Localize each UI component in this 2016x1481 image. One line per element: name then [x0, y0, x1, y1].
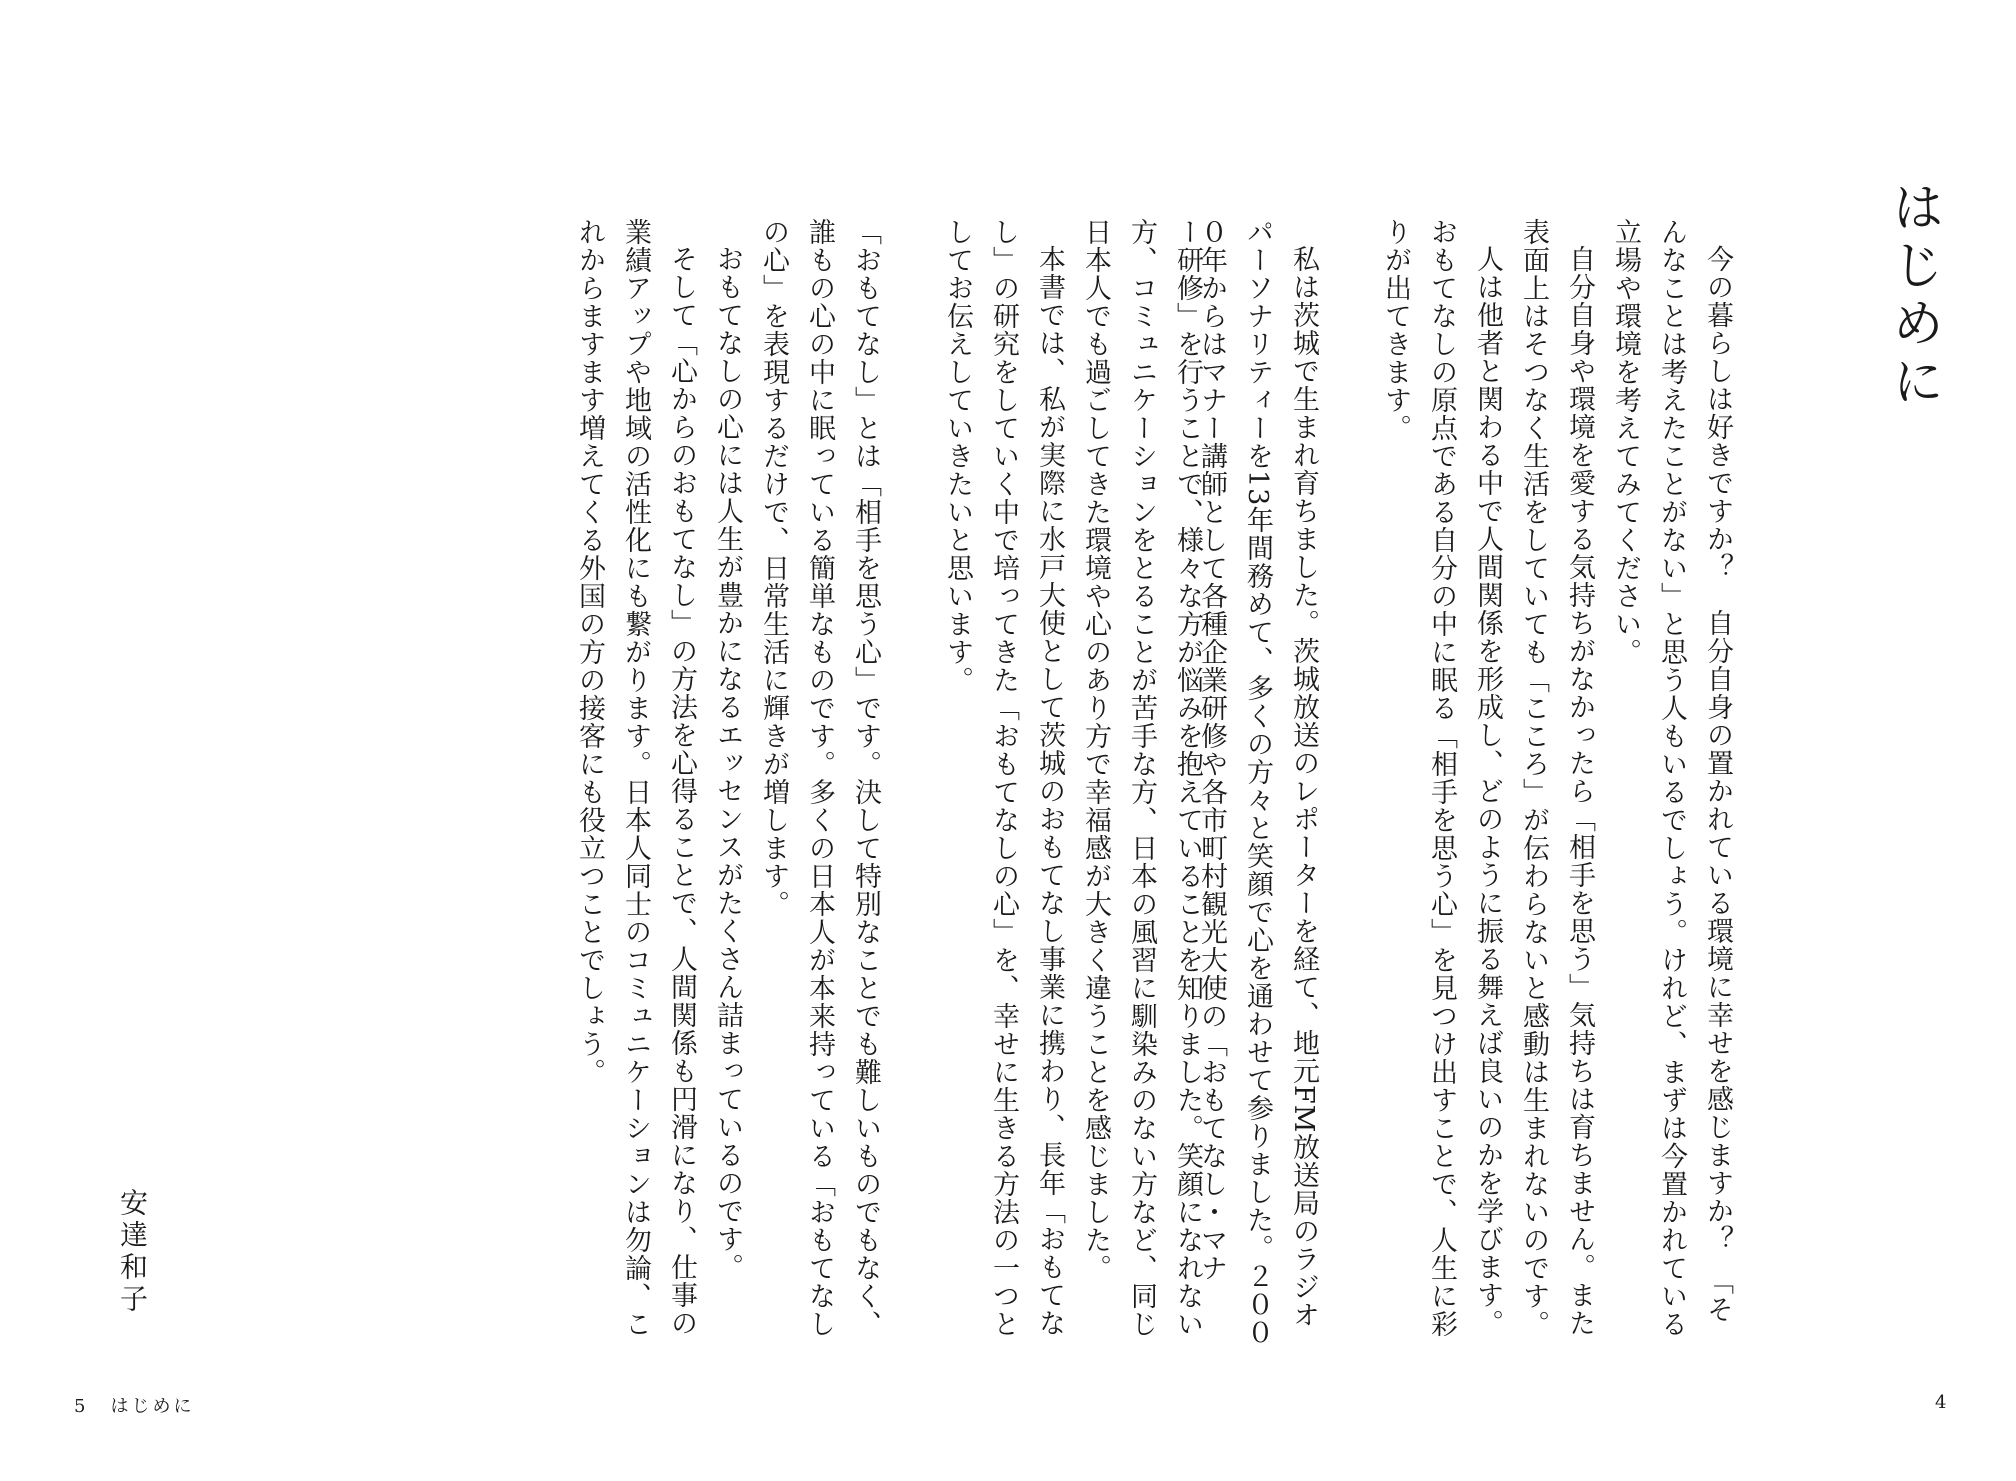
paragraph: 今の暮らしは好きですか？ 自分自身の置かれている環境に幸せを感じますか？ 「そんなことは考えたことがない」と思う人もいるでしょう。けれど、まずは今置かれている立場や環境を考えてみてください。	[1610, 218, 1733, 1338]
author-signature: 安達和子	[116, 1188, 149, 1316]
left-page-body	[210, 218, 1210, 1348]
paragraph: おもてなしの心には人生が豊かになるエッセンスがたくさん詰まっているのです。	[712, 245, 743, 1281]
paragraph: そして「心からのおもてなし」の方法を心得ることで、人間関係も円滑になり、仕事の業績アップや地域の活性化にも繋がります。日本人同士のコミュニケーションは勿論、これからますます増えてくる外国の方の接客にも役立つことでしょう。	[574, 218, 697, 1338]
paragraph: ー研修」を行うことで、様々な方が悩みを抱えていることを知りました。笑顔になれない方、コミュニケーションをとることが苦手な方、日本の風習に馴染みのない方など、同じ日本人でも過ごしてきた環境や心のあり方で幸福感が大きく違うことを感じました。	[1080, 218, 1203, 1338]
page-number: 4	[1935, 1392, 1947, 1413]
paragraph: 自分自身や環境を愛する気持ちがなかったら「相手を思う」気持ちは育ちません。また表面上はそつなく生活をしていても「こころ」が伝わらないと感動は生まれないのです。	[1518, 218, 1595, 1338]
right-page-body	[1196, 218, 1740, 1348]
right-folio	[1935, 1392, 1946, 1413]
paragraph: 私は茨城で生まれ育ちました。茨城放送のレポーターを経て、地元FM放送局のラジオパーソナリティーを13年間務めて、多くの方々と笑顔で心を通わせて参りました。２０００年からはマナー講師として各種企業研修や各市町村観光大使の「おもてなし・マナ	[1196, 218, 1319, 1347]
paragraph: 人は他者と関わる中で人間関係を形成し、どのように振る舞えば良いのかを学びます。おもてなしの原点である自分の中に眠る「相手を思う心」を見つけ出すことで、人生に彩りが出てきます。	[1380, 218, 1503, 1338]
chapter-title: はじめに	[1882, 180, 1943, 412]
page-number: 5	[74, 1396, 89, 1417]
paragraph: 「おもてなし」とは「相手を思う心」です。決して特別なことでも難しいものでもなく、誰もの心の中に眠っている簡単なものです。多くの日本人が本来持っている「おもてなしの心」を表現するだけで、日常生活に輝きが増します。	[758, 218, 881, 1338]
running-title: はじめに	[110, 1396, 195, 1417]
paragraph: 本書では、私が実際に水戸大使として茨城のおもてなし事業に携わり、長年「おもてなし」の研究をしていく中で培ってきた「おもてなしの心」を、幸せに生きる方法の一つとしてお伝えしていきたいと思います。	[942, 218, 1065, 1338]
left-folio	[74, 1392, 194, 1418]
